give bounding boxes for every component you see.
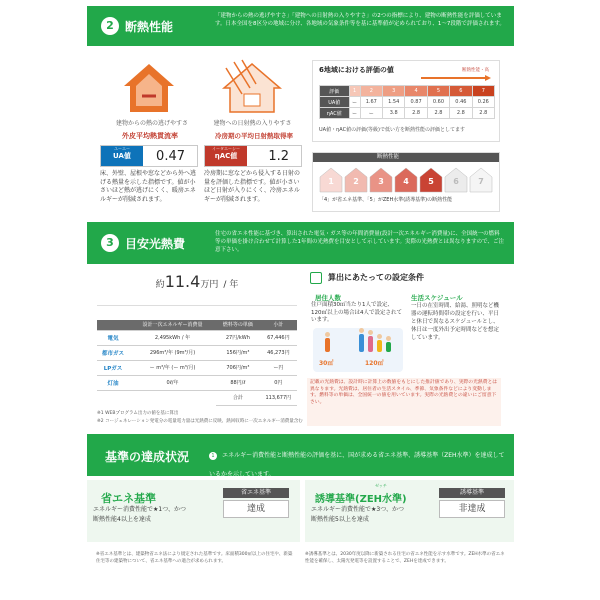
footnote-1: ※1 WEBプログラム出力の値を基に算出 — [97, 411, 179, 416]
yudo-desc2: 断熱性能5以上を達成 — [311, 516, 369, 523]
cost-cell: 2,495kWh / 年 — [129, 330, 216, 345]
scale-grade-house — [469, 167, 493, 193]
cost-header-cell: 設計一次エネルギー消費量 — [129, 320, 216, 330]
footnote-2: ※2 コージェネレーション発電分の電量電力量は光熱費に反映、熱回収時に一次エネルギー消費量含む — [97, 419, 303, 424]
cost-header-cell: 燃料等の単価 — [216, 320, 260, 330]
section3-number: 3 — [101, 234, 119, 252]
cost-cell: 296m³/年 (9m³/月) — [129, 345, 216, 360]
criteria-row-label: UA値 — [320, 97, 350, 108]
scale-grade-house — [344, 167, 368, 193]
cost-fuel-label: 灯油 — [97, 375, 129, 390]
criteria-cell: 1.54 — [383, 97, 405, 108]
shoene-desc2: 断熱性能4以上を達成 — [93, 516, 151, 523]
cost-header-cell: 小計 — [260, 320, 297, 330]
eta-note: 冷房期に窓などから侵入する日射の量を評価した指標です。値が小さいほど日射が入りにくく、冷房エネルギーが削減されます。 — [204, 170, 301, 203]
ua-house-icon — [122, 62, 176, 118]
criteria-cell: 2.8 — [405, 108, 427, 119]
cost-cell: 88円/ℓ — [216, 375, 260, 390]
criteria-arrow: 断熱性能・高 — [421, 75, 491, 81]
cost-sum-label: 合計 — [216, 390, 260, 405]
criteria-cell: ー — [349, 108, 360, 119]
section3-header — [87, 222, 514, 264]
settings-icon — [310, 272, 322, 284]
shoene-card — [87, 480, 300, 542]
scale-grade-label: 3 — [378, 177, 384, 186]
cost-fuel-label: 電気 — [97, 330, 129, 345]
criteria-cell: 0.87 — [405, 97, 427, 108]
eta-tag: イータエーシー ηAC値 — [205, 146, 247, 166]
cost-cell: 46,273円 — [260, 345, 297, 360]
yudo-result: 非達成 — [439, 500, 505, 518]
scale-grade-label: 1 — [328, 177, 334, 186]
scale-grade-label: 5 — [428, 177, 434, 186]
eta-house-icon — [220, 58, 284, 118]
criteria-cell: ー — [360, 108, 382, 119]
area-small: 30㎡ — [319, 360, 334, 367]
scale-grade-label: 6 — [453, 177, 459, 186]
note-left: ※省エネ基準とは、建築物省エネ法により規定された基準です。床面積300㎡以上の住宅や、新築住宅等の建築物について、省エネ基準への適合が求められます。 — [96, 552, 293, 564]
criteria-cell: 2.8 — [450, 108, 472, 119]
area-large: 120㎡ — [365, 360, 384, 367]
criteria-note: UA値・ηAC値の評価(等級)で低い方を断熱性能の評価としてます — [319, 127, 465, 133]
people-illustration — [313, 328, 403, 372]
cost-fuel-label: 都市ガス — [97, 345, 129, 360]
cost-sum-value: 113,677円 — [260, 390, 297, 405]
scale-grade-label: 2 — [353, 177, 359, 186]
criteria-table — [319, 85, 495, 119]
ua-tag: ユーエー UA値 — [101, 146, 143, 166]
eta-desc: 建物への日射熱の入りやすさ — [213, 120, 292, 127]
settings-title: 算出にあたっての設定条件 — [328, 273, 424, 282]
cost-cell: ー円 — [260, 360, 297, 375]
goals-header — [87, 434, 514, 476]
cost-cell: 27円/kWh — [216, 330, 260, 345]
cost-cell: 67,446円 — [260, 330, 297, 345]
ua-value-box — [100, 145, 198, 167]
shoene-title: 省エネ基準 — [101, 492, 156, 505]
schedule-desc: 一日の在室時間、給湯、照明など機器の運転時間帯の設定を行い、平日と休日で異なるスケジュールとし、休日は一度外出予定時間などを想定しています。 — [411, 303, 500, 341]
criteria-row-label: ηAC値 — [320, 108, 350, 119]
criteria-cell: 0.60 — [427, 97, 449, 108]
shoene-result: 達成 — [223, 500, 289, 518]
yudo-card — [305, 480, 514, 542]
cost-fuel-label: LPガス — [97, 360, 129, 375]
criteria-header-cell: 5 — [427, 86, 449, 97]
criteria-header-cell: 7 — [472, 86, 494, 97]
criteria-header-cell: 6 — [450, 86, 472, 97]
scale-grade-house — [419, 167, 443, 193]
ua-title: 外皮平均熱貫流率 — [122, 132, 178, 140]
criteria-header-cell: 3 — [383, 86, 405, 97]
criteria-title: 6地域における評価の値 — [319, 66, 394, 74]
scale-grade-house — [369, 167, 393, 193]
cost-cell: 706円/m³ — [216, 360, 260, 375]
shoene-tag: 省エネ基準 — [223, 488, 289, 498]
scale-grade-label: 7 — [478, 177, 484, 186]
scale-panel — [312, 152, 500, 212]
cost-cell: 0円 — [260, 375, 297, 390]
scale-grade-house — [394, 167, 418, 193]
ua-note: 床、外壁、屋根や窓などから外へ逃げる熱量を示した指標です。値が小さいほど熱が逃げにくく、暖房エネルギーが削減されます。 — [100, 170, 197, 203]
criteria-cell: 0.26 — [472, 97, 494, 108]
cost-table — [97, 320, 297, 406]
cost-row — [97, 330, 297, 345]
section2-title: 断熱性能 — [125, 20, 174, 34]
cost-cell: ー m³/年 (ー m³/月) — [129, 360, 216, 375]
scale-grade-house — [319, 167, 343, 193]
section2-header — [87, 6, 514, 46]
ua-desc: 建物からの熱の逃げやすさ — [115, 120, 188, 127]
criteria-cell: 1.67 — [360, 97, 382, 108]
criteria-cell: 0.46 — [450, 97, 472, 108]
annual-cost-value: 11.4 — [164, 272, 201, 291]
yudo-ruby: ゼッチ — [375, 483, 387, 488]
people-title: 居住人数 — [315, 294, 341, 302]
scale-grade-label: 4 — [403, 177, 409, 186]
criteria-header-cell: 1 — [349, 86, 360, 97]
shoene-desc1: エネルギー消費性能で★1つ、かつ — [93, 506, 186, 513]
section3-title: 目安光熱費 — [125, 237, 186, 251]
cost-row — [97, 345, 297, 360]
note-right: ※誘導基準とは、2030年度以降に新築される住宅の省エネ性能を示す水準です。ZEH水準の省エネ性能を確保し、太陽光発電等を設置することで、ZEHを達成できます。 — [305, 552, 505, 564]
cost-row — [97, 360, 297, 375]
criteria-cell: 2.8 — [427, 108, 449, 119]
scale-grade-house — [444, 167, 468, 193]
yudo-tag: 誘導基準 — [439, 488, 505, 498]
cost-cell: 0ℓ/年 — [129, 375, 216, 390]
yudo-title: 誘導基準(ZEH水準) — [315, 494, 407, 505]
annual-cost-total: 約11.4万円 / 年 — [97, 272, 297, 306]
criteria-cell: 2.8 — [472, 108, 494, 119]
cost-cell: 156円/m³ — [216, 345, 260, 360]
cost-row — [97, 375, 297, 390]
eta-title: 冷房期の平均日射熱取得率 — [215, 132, 293, 140]
criteria-header-cell: 2 — [360, 86, 382, 97]
settings-panel — [307, 268, 503, 374]
schedule-title: 生活スケジュール — [411, 294, 463, 302]
section3-desc: 住宅の省エネ性能に基づき、算出された電気・ガス等の年間消費量(設計一次エネルギー消費量)に、全国統一の燃料等の単価を掛け合わせて計算した1年間の光熱費を目安として示しています。実際の光熱費とは異なりますので、ご注意下さい。 — [215, 231, 504, 253]
criteria-panel — [312, 60, 500, 142]
cost-warning: 記載の光熱費は、設計時に計算上の数値をもとにした推計値であり、実際の光熱費とは異なります。光熱費は、居住者の生活スタイル、季節、気象条件などにより変動します。燃料等の単価は、全国統一の値を用いています。実際の光熱費との違いにご留意下さい。 — [307, 378, 501, 426]
scale-label: 断熱性能 — [313, 153, 499, 162]
criteria-cell: ー — [349, 97, 360, 108]
criteria-cell: 3.8 — [383, 108, 405, 119]
goals-desc-area: 1 エネルギー消費性能と断熱性能の評価を基に、国が求める省エネ基準、誘導基準（ZEH水準）を達成しているかを示しています。 — [209, 452, 505, 478]
people-desc: 住戸面積30㎡当たり1人で設定、120㎡以上の場合は4人で設定されています。 — [311, 302, 402, 323]
yudo-desc1: エネルギー消費性能で★3つ、かつ — [311, 506, 404, 513]
scale-houses — [319, 167, 495, 193]
ua-value: 0.47 — [156, 149, 185, 164]
eta-value: 1.2 — [268, 149, 289, 164]
scale-note: 「4」が省エネ基準、「5」がZEH水準(誘導基準)の断熱性能 — [319, 197, 453, 203]
goals-title: 基準の達成状況 — [105, 450, 190, 464]
section2-number: 2 — [101, 17, 119, 35]
criteria-header-cell: 評価 — [320, 86, 350, 97]
section2-desc: 「建物からの熱の逃げやすさ」「建物への日射熱の入りやすさ」の2つの指標により、建物の断熱性能を評価しています。日本全国を8区分の地域に分け、各地域の気象条件等を基に基準値が定められており、1〜7段階で評価されます。 — [215, 13, 505, 27]
criteria-header-cell: 4 — [405, 86, 427, 97]
eta-value-box — [204, 145, 302, 167]
